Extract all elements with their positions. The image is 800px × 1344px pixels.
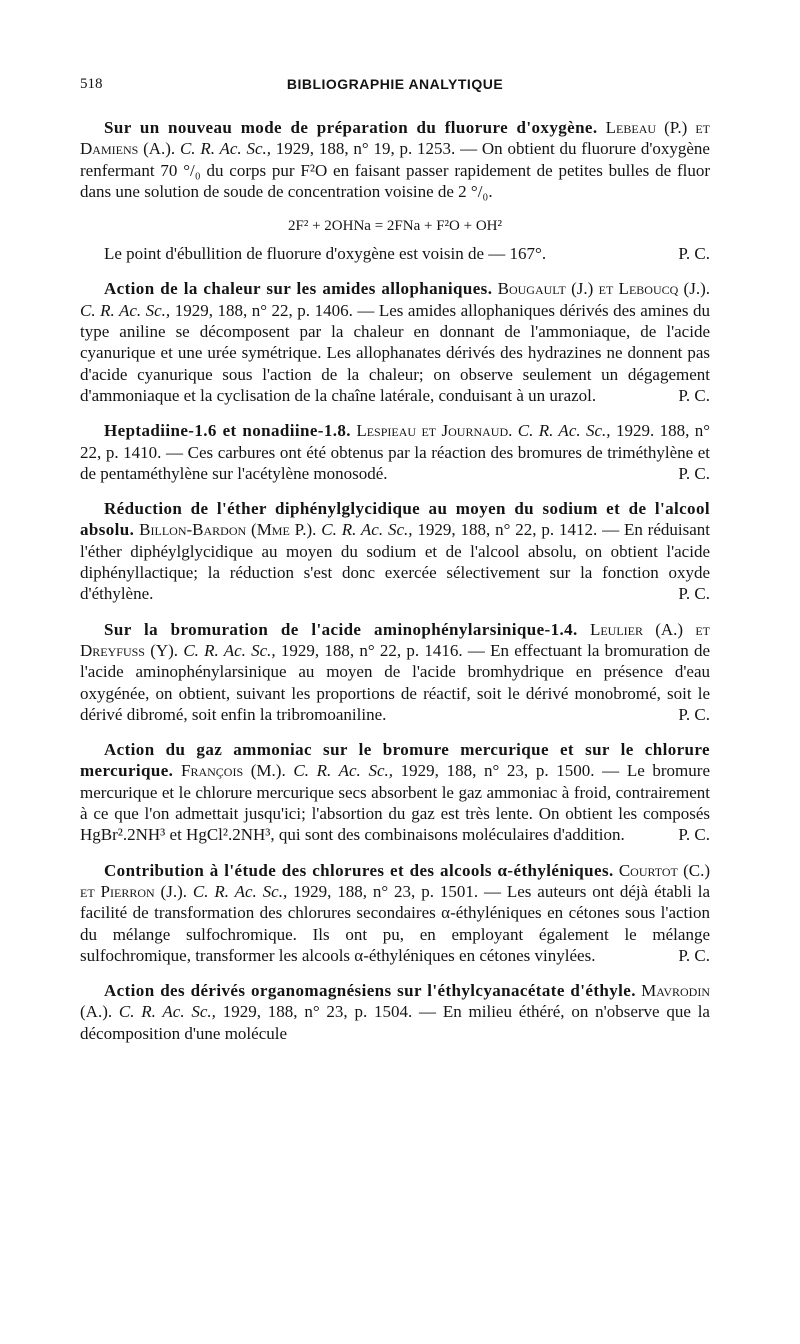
- article-body: En réduisant l'éther diphéylglycidique au moyen du sodium et de l'alcool absolu, on obtient l'acide diphényllactique; la réduction s'est donc exercée sélectivement sur la fonction oxyde d'éthylène.: [80, 520, 710, 604]
- article-journal: C. R. Ac. Sc.,: [80, 300, 171, 320]
- article-authors: Bougault (J.) et Leboucq (J.).: [497, 279, 710, 299]
- article-title: Réduction de l'éther diphénylglycidique au moyen du sodium et de l'alcool absolu.: [80, 499, 710, 540]
- page-number: 518: [80, 76, 103, 92]
- article-oxygen-fluoride: [80, 117, 710, 202]
- article-title: Sur un nouveau mode de préparation du fluorure d'oxygène.: [104, 118, 598, 137]
- article-title: Contribution à l'étude des chlorures et des alcools α-éthyléniques.: [104, 860, 614, 880]
- article-body: Les amides allophaniques dérivés des amines du type aniline se décomposent par la chaleur en donnant de l'ammoniaque, de l'acide cyanurique et une urée symétrique. Les allophanates dérivés des hydrazines ne donnent pas d'acide cyanurique sous l'action de la chaleur; on observe seulement un dégagement d'ammoniaque et la cyclisation de la chaîne latérale, conduisant à un urazol.: [80, 300, 710, 405]
- article-body: Le bromure mercurique et le chlorure mercurique secs absorbent le gaz ammoniac à froid, contrairement à ce que l'on admettait jusqu'ici; l'absortion du gaz est très lente. On obtient les composés HgBr².2NH³ et HgCl².2NH³, qui sont des combinaisons moléculaires d'addition.: [80, 761, 710, 845]
- article-citation: 1929, 188, n° 19, p. 1253. —: [275, 139, 478, 159]
- article-citation: 1929, 188, n° 22, p. 1406. —: [174, 300, 375, 320]
- article-journal: C. R. Ac. Sc.,: [517, 421, 611, 441]
- article-authors: Courtot (C.) et Pierron (J.).: [80, 860, 710, 901]
- chemical-equation: 2F² + 2OHNa = 2FNa + F²O + OH²: [288, 218, 502, 235]
- article-body: Les auteurs ont déjà établi la facilité de transformation des chlorures secondaires α-éthyléniques en cétones sous l'action du mélange sulfochromique. Ils ont pu, en employant également le mélange sulfochromique, transformer les alcools α-éthyléniques en cétones vinylées.: [80, 881, 710, 965]
- article-signature: P. C.: [678, 945, 710, 965]
- journal-page: [80, 76, 710, 1058]
- article-signature: P. C.: [678, 385, 710, 405]
- article-title: Action de la chaleur sur les amides allophaniques.: [104, 279, 493, 299]
- article-authors: François (M.).: [180, 761, 286, 781]
- article-body-continued: Le point d'ébullition de fluorure d'oxygène est voisin de — 167°.: [104, 244, 547, 264]
- article-body: On obtient du fluorure d'oxygène renfermant 70 °/₀ du corps pur F²O en faisant passer rapidement de petites bulles de fluor dans une solution de soude de concentration voisine de 2 °/₀.: [80, 139, 710, 201]
- article-heptadiine: [80, 420, 710, 484]
- article-citation: 1929, 188, n° 23, p. 1501. —: [293, 881, 501, 901]
- article-authors: Billon-Bardon (Mme P.).: [139, 520, 317, 540]
- article-organomagnesium: [80, 980, 710, 1044]
- article-bromination: [80, 619, 710, 725]
- article-body: En milieu éthéré, on n'observe que la décomposition d'une molécule: [80, 1002, 710, 1043]
- running-title: BIBLIOGRAPHIE ANALYTIQUE: [286, 76, 504, 92]
- article-chlorides-alcohols: [80, 860, 710, 966]
- article-body: En effectuant la bromuration de l'acide aminophénylarsinique au moyen de l'acide bromhydrique en présence d'eau oxygénée, on obtient, suivant les proportions de réactif, soit le dérivé monobromé, soit le dérivé dibromé, soit enfin la tribromoaniline.: [80, 640, 710, 724]
- article-citation: 1929, 188, n° 23, p. 1500. —: [400, 761, 620, 781]
- article-journal: C. R. Ac. Sc.,: [293, 761, 393, 781]
- article-journal: C. R. Ac. Sc.,: [183, 640, 276, 660]
- article-ammonia-gas: [80, 739, 710, 845]
- article-signature: P. C.: [678, 825, 710, 845]
- article-list: [80, 117, 710, 1044]
- article-journal: C. R. Ac. Sc.,: [179, 139, 271, 159]
- article-diphenylglycidic-ether: [80, 498, 710, 604]
- article-authors: Leulier (A.) et Dreyfuss (Y).: [80, 619, 710, 660]
- article-title: Heptadiine-1.6 et nonadiine-1.8.: [104, 421, 351, 441]
- article-title: Action du gaz ammoniac sur le bromure mercurique et sur le chlorure mercurique.: [80, 740, 710, 781]
- article-journal: C. R. Ac. Sc.,: [192, 881, 288, 901]
- article-signature: P. C.: [678, 463, 710, 483]
- article-authors: Lebeau (P.) et Damiens (A.).: [80, 118, 711, 159]
- article-title: Action des dérivés organomagnésiens sur l'éthylcyanacétate d'éthyle.: [104, 981, 636, 1001]
- article-signature: P. C.: [678, 584, 710, 604]
- article-journal: C. R. Ac. Sc.,: [321, 520, 413, 540]
- article-journal: C. R. Ac. Sc.,: [118, 1002, 216, 1022]
- article-citation: 1929, 188, n° 22, p. 1412. —: [417, 520, 620, 540]
- article-signature: P. C.: [678, 244, 710, 264]
- article-citation: 1929, 188, n° 22, p. 1416. —: [280, 640, 485, 660]
- article-authors: Lespieau et Journaud.: [356, 421, 513, 441]
- article-citation: 1929, 188, n° 23, p. 1504. —: [222, 1002, 437, 1022]
- article-citation: 1929. 188, n° 22, p. 1410. —: [80, 421, 711, 462]
- article-allophanic-amides: [80, 278, 710, 406]
- article-body: Ces carbures ont été obtenus par la réaction des bromures de triméthylène et de pentaméthylène sur l'acétylène monosodé.: [80, 442, 711, 483]
- article-title: Sur la bromuration de l'acide aminophénylarsinique-1.4.: [104, 619, 578, 639]
- article-oxygen-fluoride-continued: [80, 243, 710, 264]
- running-head: [80, 76, 710, 102]
- article-signature: P. C.: [678, 704, 710, 724]
- article-authors: Mavrodin (A.).: [80, 981, 710, 1022]
